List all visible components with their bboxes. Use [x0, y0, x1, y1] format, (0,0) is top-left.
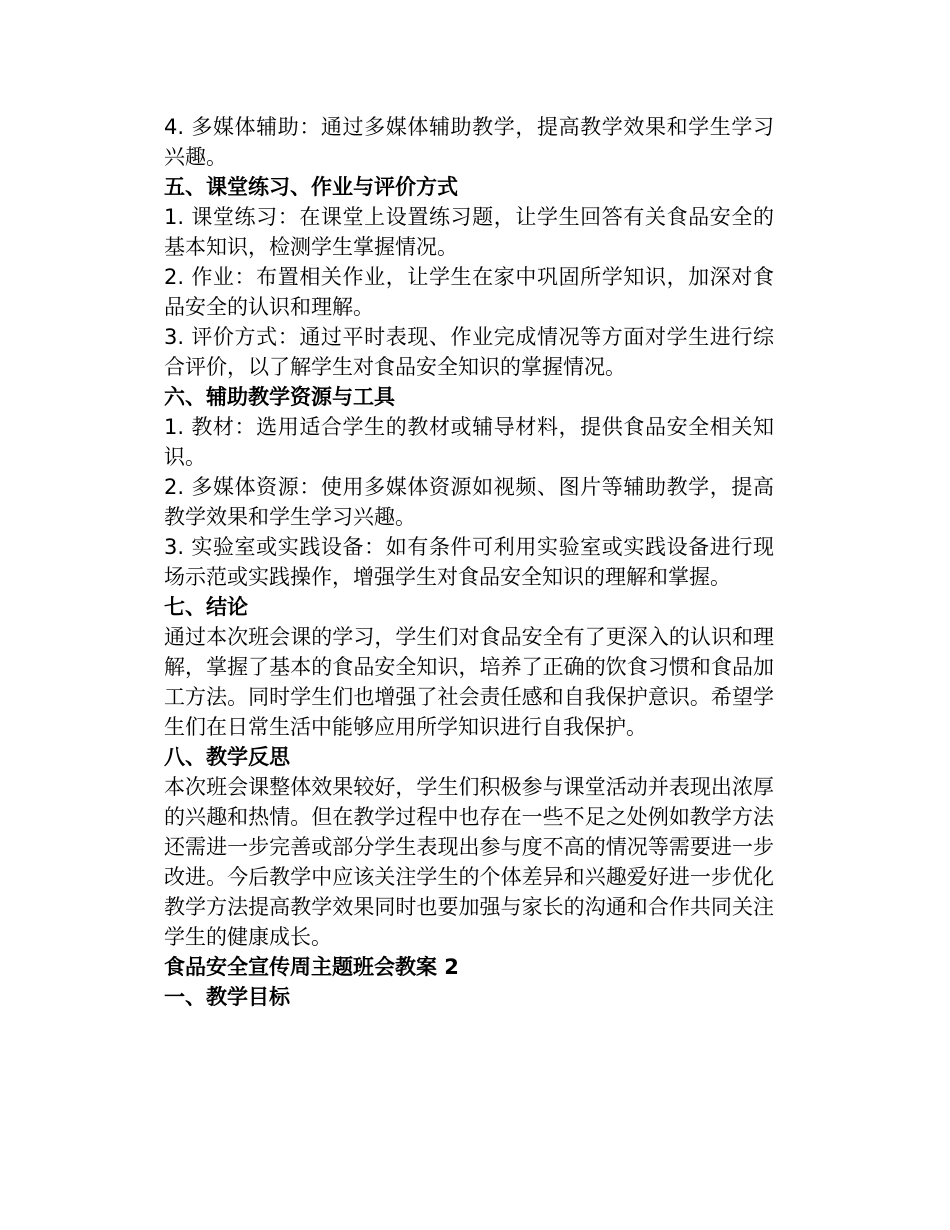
section-7-heading: 七、结论 — [164, 595, 248, 619]
section-5-heading: 五、课堂练习、作业与评价方式 — [164, 175, 458, 199]
conclusion-paragraph: 通过本次班会课的学习，学生们对食品安全有了更深入的认识和理解，掌握了基本的食品安全知识，培养了正确的饮食习惯和食品加工方法。同时学生们也增强了社会责任感和自我保护意识。希望学生们在日常生活中能够应用所学知识进行自我保护。 — [164, 625, 774, 739]
document-page — [164, 112, 774, 1012]
item-multimedia-assist: 4. 多媒体辅助：通过多媒体辅助教学，提高教学效果和学生学习兴趣。 — [164, 115, 774, 169]
reflection-paragraph: 本次班会课整体效果较好，学生们积极参与课堂活动并表现出浓厚的兴趣和热情。但在教学过程中也存在一些不足之处例如教学方法还需进一步完善或部分学生表现出参与度不高的情况等需要进一步改进。今后教学中应该关注学生的个体差异和兴趣爱好进一步优化教学方法提高教学效果同时也要加强与家长的沟通和合作共同关注学生的健康成长。 — [164, 775, 774, 949]
section-1-heading: 一、教学目标 — [164, 985, 290, 1009]
item-homework: 2. 作业：布置相关作业，让学生在家中巩固所学知识，加深对食品安全的认识和理解。 — [164, 265, 774, 319]
item-evaluation: 3. 评价方式：通过平时表现、作业完成情况等方面对学生进行综合评价，以了解学生对食品安全知识的掌握情况。 — [164, 325, 774, 379]
item-textbook: 1. 教材：选用适合学生的教材或辅导材料，提供食品安全相关知识。 — [164, 415, 774, 469]
item-class-exercise: 1. 课堂练习：在课堂上设置练习题，让学生回答有关食品安全的基本知识，检测学生掌握情况。 — [164, 205, 774, 259]
lesson-plan-2-title: 食品安全宣传周主题班会教案 2 — [164, 955, 459, 979]
section-6-heading: 六、辅助教学资源与工具 — [164, 385, 395, 409]
item-multimedia-resources: 2. 多媒体资源：使用多媒体资源如视频、图片等辅助教学，提高教学效果和学生学习兴趣。 — [164, 475, 774, 529]
section-8-heading: 八、教学反思 — [164, 745, 290, 769]
item-lab-equipment: 3. 实验室或实践设备：如有条件可利用实验室或实践设备进行现场示范或实践操作，增强学生对食品安全知识的理解和掌握。 — [164, 535, 774, 589]
